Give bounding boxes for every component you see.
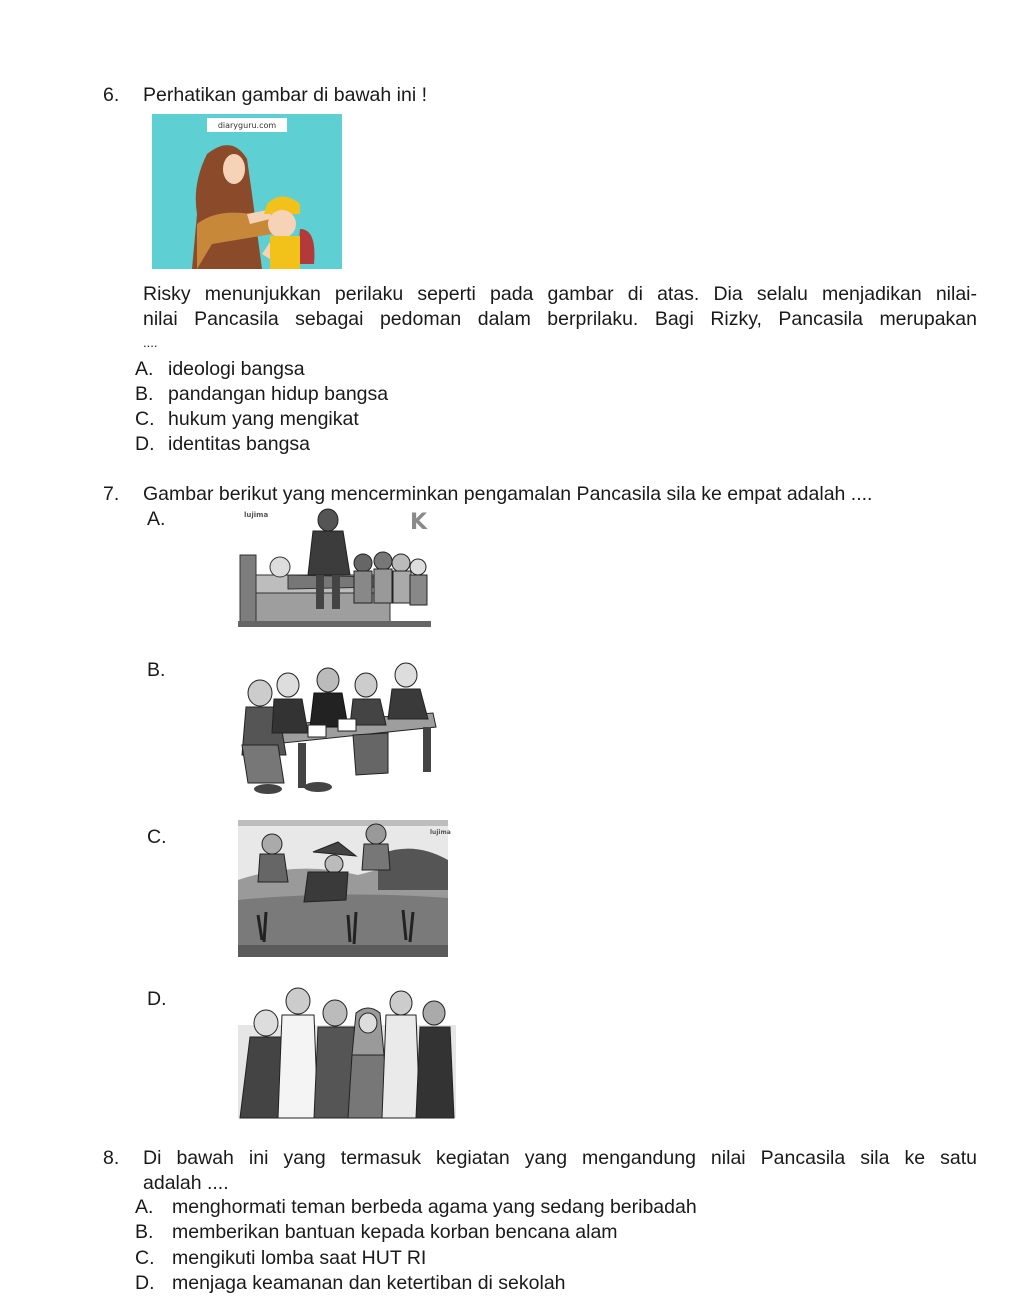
q6-option-a-text: ideologi bangsa <box>168 358 305 380</box>
q8-option-a-letter: A. <box>135 1196 154 1218</box>
q6-option-c-text: hukum yang mengikat <box>168 408 359 430</box>
q7-a-corner-mark: K <box>410 510 428 535</box>
q8-option-a[interactable] <box>135 1195 697 1220</box>
q7-option-d-letter[interactable]: D. <box>147 988 167 1010</box>
q6-option-d-text: identitas bangsa <box>168 433 311 455</box>
question-7-number: 7. <box>103 483 120 505</box>
q7-a-watermark: lujima <box>244 511 269 519</box>
question-8-text-line-1: Di bawah ini yang termasuk kegiatan yang mengandung nilai Pancasila sila ke satu <box>143 1147 977 1169</box>
q6-image-caption: diaryguru.com <box>217 121 277 130</box>
q8-option-b-letter: B. <box>135 1221 154 1243</box>
q7-option-a-picture[interactable] <box>238 505 431 627</box>
question-6-number: 6. <box>103 84 120 106</box>
q6-option-b-letter: B. <box>135 383 154 405</box>
q8-option-c-text: mengikuti lomba saat HUT RI <box>172 1247 427 1269</box>
q7-option-a-letter[interactable]: A. <box>147 508 166 530</box>
question-6-picture <box>152 114 342 269</box>
q8-option-d-letter: D. <box>135 1272 155 1294</box>
q8-option-d[interactable] <box>135 1271 566 1296</box>
q6-option-b[interactable] <box>135 382 388 407</box>
q7-option-b-picture[interactable] <box>238 655 441 797</box>
q8-option-c-letter: C. <box>135 1247 155 1269</box>
question-6-text-line-3: .... <box>143 335 158 350</box>
q7-option-b-letter[interactable]: B. <box>147 659 166 681</box>
q6-option-a-letter: A. <box>135 358 154 380</box>
question-8-text-line-2: adalah .... <box>143 1172 229 1194</box>
q8-option-d-text: menjaga keamanan dan ketertiban di sekolah <box>172 1272 566 1294</box>
q8-option-c[interactable] <box>135 1246 426 1271</box>
q6-option-c-letter: C. <box>135 408 155 430</box>
question-7-prompt: Gambar berikut yang mencerminkan pengamalan Pancasila sila ke empat adalah .... <box>143 483 873 505</box>
question-6-prompt: Perhatikan gambar di bawah ini ! <box>143 84 427 106</box>
q7-option-c-picture[interactable] <box>238 820 451 957</box>
q7-c-watermark: lujima <box>430 829 451 836</box>
q8-option-b[interactable] <box>135 1220 618 1245</box>
q7-option-d-picture[interactable] <box>238 985 456 1118</box>
q8-option-a-text: menghormati teman berbeda agama yang sedang beribadah <box>172 1196 697 1218</box>
q6-option-a[interactable] <box>135 357 305 382</box>
question-8-number: 8. <box>103 1147 120 1169</box>
q6-option-d-letter: D. <box>135 433 155 455</box>
question-6-text-line-1: Risky menunjukkan perilaku seperti pada gambar di atas. Dia selalu menjadikan nilai- <box>143 283 977 305</box>
q8-option-b-text: memberikan bantuan kepada korban bencana alam <box>172 1221 618 1243</box>
q6-option-c[interactable] <box>135 407 359 432</box>
q6-option-b-text: pandangan hidup bangsa <box>168 383 389 405</box>
q7-option-c-letter[interactable]: C. <box>147 826 167 848</box>
question-6-text-line-2: nilai Pancasila sebagai pedoman dalam berprilaku. Bagi Rizky, Pancasila merupakan <box>143 308 977 330</box>
q6-option-d[interactable] <box>135 432 310 457</box>
